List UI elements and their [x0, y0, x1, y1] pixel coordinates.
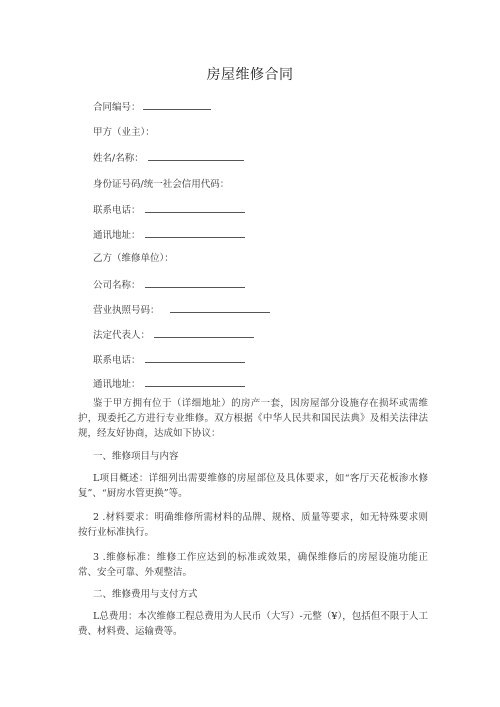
- item-4-paragraph: L总费用：本次维修工程总费用为人民币（大写）-元整（¥），包括但不限于人工费、材料费、运输费等。: [78, 611, 428, 637]
- party-a-address-line: [93, 228, 245, 242]
- party-b-address-label: 通讯地址：: [93, 379, 141, 390]
- party-a-phone-line: [93, 203, 245, 217]
- intro-paragraph: 鉴于甲方拥有位于（详细地址）的房产一套，因房屋部分设施存在损坏或需维护，现委托乙方进行专业维修。双方根据《中华人民共和国民法典》及相关法律法规，经友好协商，达成如下协议：: [78, 398, 428, 439]
- contract-number-blank[interactable]: [143, 100, 211, 110]
- party-a-name-line: [93, 151, 244, 165]
- party-b-legal-rep-blank[interactable]: [154, 328, 254, 338]
- party-b-company-line: [93, 278, 245, 292]
- document-title: 房屋维修合同: [206, 67, 294, 83]
- party-b-phone-line: [93, 353, 245, 367]
- section-2-heading: 二、维修费用与支付方式: [93, 589, 198, 600]
- party-a-id-label: 身份证号码/统一社会信用代码：: [93, 179, 230, 190]
- party-a-name-label: 姓名/名称：: [93, 153, 144, 164]
- item-3-paragraph: 3 .维修标准：维修工作应达到的标准或效果，确保维修后的房屋设施功能正常、安全可靠、外观整洁。: [78, 552, 428, 578]
- party-b-license-line: [93, 303, 270, 317]
- item-2-paragraph: 2 .材料要求：明确维修所需材料的品牌、规格、质量等要求，如无特殊要求则按行业标准执行。: [78, 512, 428, 538]
- party-b-phone-blank[interactable]: [145, 353, 245, 363]
- party-b-company-label: 公司名称：: [93, 280, 141, 291]
- party-b-company-blank[interactable]: [145, 278, 245, 288]
- party-b-legal-rep-label: 法定代表人：: [93, 330, 151, 341]
- party-b-address-line: [93, 377, 245, 391]
- party-a-phone-blank[interactable]: [145, 203, 245, 213]
- party-a-phone-label: 联系电话：: [93, 205, 141, 216]
- section-1-heading: 一、维修项目与内容: [93, 451, 179, 462]
- party-b-license-blank[interactable]: [170, 303, 270, 313]
- contract-number-line: [93, 100, 211, 114]
- contract-number-label: 合同编号：: [93, 102, 141, 113]
- party-b-license-label: 营业执照号码：: [93, 305, 160, 316]
- party-a-name-blank[interactable]: [148, 151, 244, 161]
- party-b-phone-label: 联系电话：: [93, 355, 141, 366]
- party-b-address-blank[interactable]: [145, 377, 245, 387]
- party-a-heading: 甲方（业主）：: [93, 127, 155, 138]
- party-b-legal-rep-line: [93, 328, 254, 342]
- item-1-paragraph: L项目概述：详细列出需要维修的房屋部位及具体要求，如“客厅天花板渗水修复”、“厨房水管更换”等。: [78, 473, 428, 499]
- party-b-heading: 乙方（维修单位）：: [93, 253, 174, 264]
- party-a-address-blank[interactable]: [145, 228, 245, 238]
- party-a-address-label: 通讯地址：: [93, 230, 141, 241]
